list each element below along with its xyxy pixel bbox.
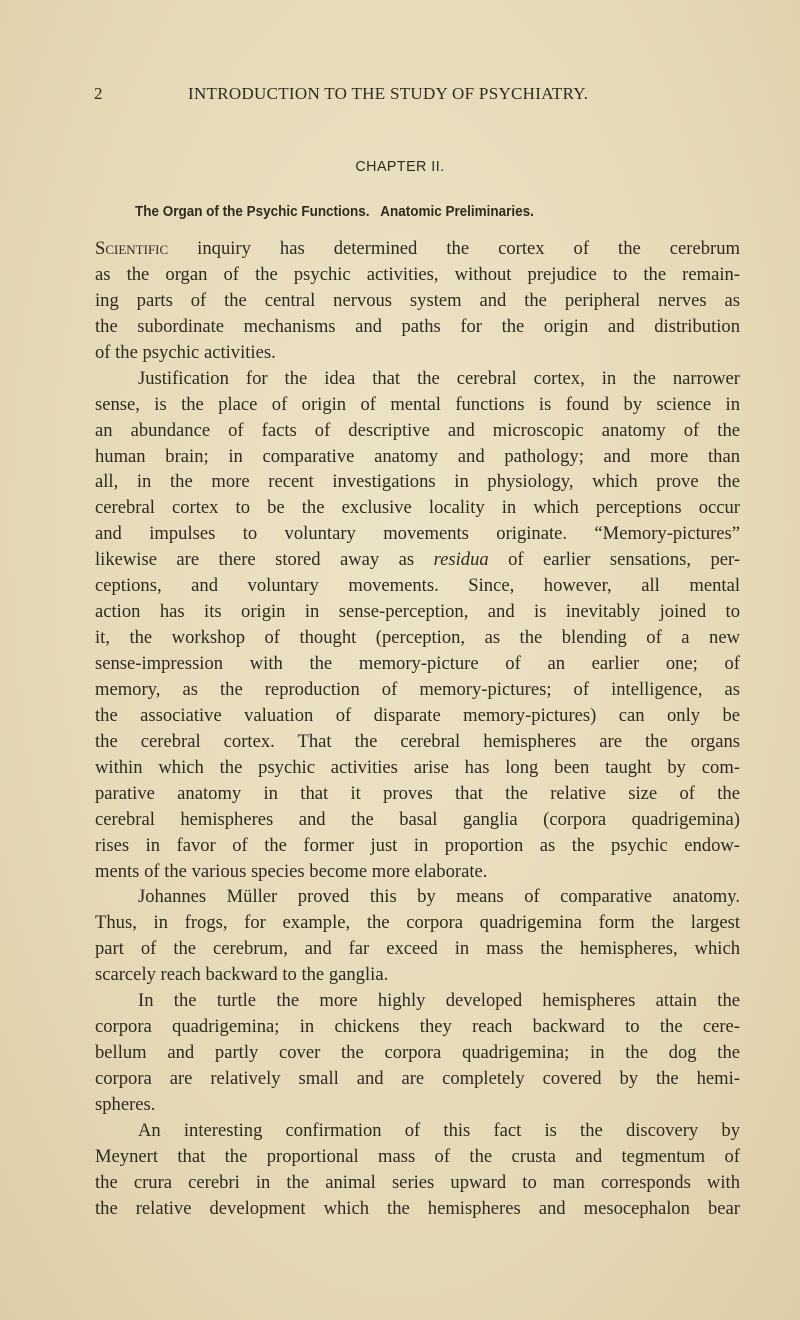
paragraph-line: bellum and partly cover the corpora quadrigemina; in the dog the <box>95 1042 740 1064</box>
paragraph-line: Scientific inquiry has determined the cortex of the cerebrum <box>95 238 740 259</box>
paragraph-line: In the turtle the more highly developed hemispheres attain the <box>138 990 740 1012</box>
running-head <box>94 84 654 110</box>
chapter-label: CHAPTER II. <box>355 158 445 175</box>
paragraph-line: it, the workshop of thought (perception, as the blending of a new <box>95 627 740 649</box>
paragraph-line: and impulses to voluntary movements originate. “Memory-pictures” <box>95 523 740 545</box>
paragraph-line: scarcely reach backward to the ganglia. <box>95 964 389 986</box>
paragraph-line: Meynert that the proportional mass of the crusta and tegmentum of <box>95 1145 740 1167</box>
paragraph-line: spheres. <box>95 1093 156 1115</box>
paragraph-line: sense, is the place of origin of mental functions is found by science in <box>95 393 740 415</box>
paragraph-line: An interesting confirmation of this fact is the discovery by <box>138 1119 740 1141</box>
paragraph-line: Johannes Müller proved this by means of comparative anatomy. <box>138 886 740 908</box>
paragraph-line: the associative valuation of disparate memory-pictures) can only be <box>95 704 740 726</box>
paragraph-line: action has its origin in sense-perception, and is inevitably joined to <box>95 601 740 623</box>
paragraph-line: within which the psychic activities arise has long been taught by com- <box>95 756 740 778</box>
paragraph-line: corpora are relatively small and are completely covered by the hemi- <box>95 1068 740 1089</box>
italic-term: residua <box>433 549 489 571</box>
paragraph-line: cerebral cortex to be the exclusive locality in which perceptions occur <box>95 497 740 519</box>
paragraph-line: all, in the more recent investigations in physiology, which prove the <box>95 471 740 493</box>
page-number: 2 <box>94 84 103 103</box>
running-head-title: INTRODUCTION TO THE STUDY OF PSYCHIATRY. <box>188 84 589 103</box>
paragraph-line: Thus, in frogs, for example, the corpora quadrigemina form the largest <box>95 912 740 934</box>
paragraph-line: cerebral hemispheres and the basal ganglia (corpora quadrigemina) <box>95 808 740 830</box>
paragraph-line: sense-impression with the memory-picture of an earlier one; of <box>95 653 740 674</box>
paragraph-line: an abundance of facts of descriptive and microscopic anatomy of the <box>95 419 740 441</box>
paragraph-line: parative anatomy in that it proves that the relative size of the <box>95 782 740 804</box>
paragraph-line: as the organ of the psychic activities, without prejudice to the remain- <box>95 263 740 285</box>
paragraph-line: the cerebral cortex. That the cerebral hemispheres are the organs <box>95 730 740 752</box>
paragraph-line: ments of the various species become more elaborate. <box>95 860 488 882</box>
paragraph-line: part of the cerebrum, and far exceed in mass the hemispheres, which <box>95 938 740 960</box>
paragraph-line: the relative development which the hemispheres and mesocephalon bear <box>95 1197 740 1219</box>
paragraph-line: rises in favor of the former just in proportion as the psychic endow- <box>95 834 740 856</box>
paragraph-line: of the psychic activities. <box>95 341 276 363</box>
paragraph-line: the crura cerebri in the animal series upward to man corresponds with <box>95 1171 740 1193</box>
chapter-title: The Organ of the Psychic Functions. Anatomic Preliminaries. <box>135 204 534 220</box>
paragraph-line: ing parts of the central nervous system and the peripheral nerves as <box>95 289 740 311</box>
paragraph-line: corpora quadrigemina; in chickens they reach backward to the cere- <box>95 1016 740 1038</box>
paragraph-line: Justification for the idea that the cerebral cortex, in the narrower <box>138 367 740 389</box>
paragraph-line: the subordinate mechanisms and paths for the origin and distribution <box>95 315 740 337</box>
paragraph-line: ceptions, and voluntary movements. Since, however, all mental <box>95 575 740 597</box>
paragraph-line: memory, as the reproduction of memory-pictures; of intelligence, as <box>95 678 740 700</box>
body-text <box>95 236 740 1222</box>
paragraph-line: human brain; in comparative anatomy and pathology; and more than <box>95 445 740 467</box>
paragraph-line: likewise are there stored away as residua of earlier sensations, per- <box>95 549 741 571</box>
lead-small-caps: Scientific <box>95 238 169 259</box>
